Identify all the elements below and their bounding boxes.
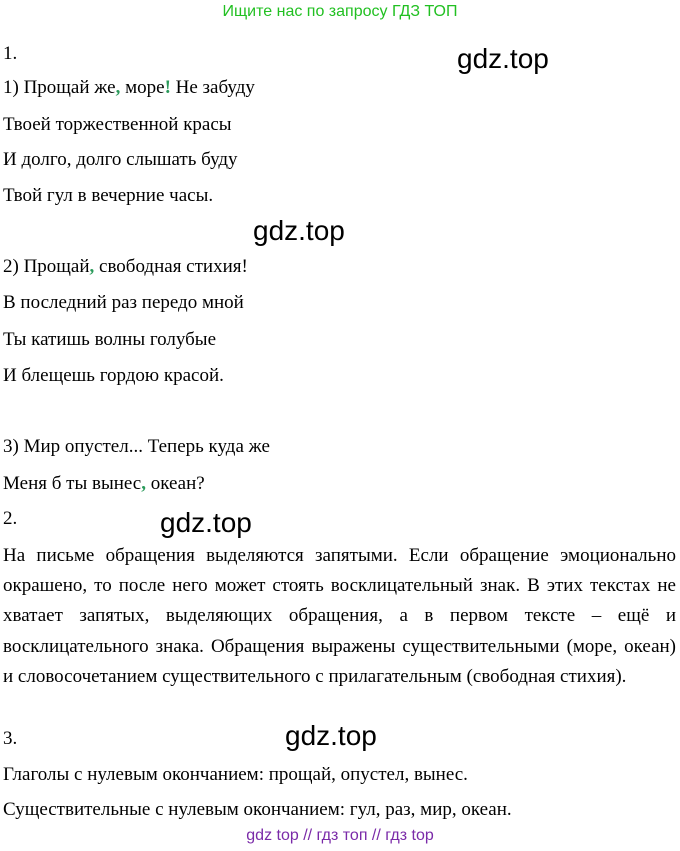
task-number: 1.: [3, 43, 18, 64]
poem-line: [3, 257, 248, 278]
poem-line: [3, 78, 255, 99]
poem-text: океан?: [145, 473, 205, 494]
watermark-logo: gdz.top: [457, 43, 549, 74]
watermark-logo: gdz.top: [160, 507, 252, 538]
poem-line: И блещешь гордою красой.: [3, 365, 224, 386]
task-number: 3.: [3, 728, 18, 749]
watermark-logo: gdz.top: [285, 720, 377, 751]
poem-text: свободная стихия!: [94, 256, 248, 277]
added-comma: ,: [89, 256, 95, 277]
poem-line: Твоей торжественной красы: [3, 114, 232, 135]
poem-line: [3, 474, 205, 495]
added-comma: ,: [141, 473, 146, 494]
answer-line: Глаголы с нулевым окончанием: прощай, опустел, вынес.: [3, 764, 468, 785]
poem-text: Не забуду: [170, 77, 255, 98]
watermark-logo: gdz.top: [253, 215, 345, 246]
poem-line: В последний раз передо мной: [3, 292, 244, 313]
task-number: 2.: [3, 508, 18, 529]
poem-text: 1) Прощай же: [3, 77, 116, 98]
poem-line: Ты катишь волны голубые: [3, 329, 216, 350]
search-hint-banner: Ищите нас по запросу ГДЗ ТОП: [222, 3, 458, 20]
added-comma: ,: [115, 77, 121, 98]
poem-line: 3) Мир опустел... Теперь куда же: [3, 436, 270, 457]
answer-line: Существительные с нулевым окончанием: гул, раз, мир, океан.: [3, 799, 512, 820]
footer-link-bar[interactable]: gdz top // гдз топ // гдз top: [246, 827, 434, 844]
poem-line: Твой гул в вечерние часы.: [3, 185, 214, 206]
added-exclamation: !: [164, 77, 171, 98]
poem-text: 2) Прощай: [3, 256, 90, 277]
explanation-paragraph: На письме обращения выделяются запятыми. Если обращение эмоционально окрашено, то после него может стоять восклицательный знак. В этих текстах не хватает запятых, выделяющих обращения, а в первом тексте – ещё и восклицательного знака. Обращения выражены существительными (море, океан) и словосочетанием существительного с прилагательным (свободная стихия).: [3, 545, 676, 687]
poem-text: море: [120, 77, 165, 98]
poem-text: Меня б ты вынес: [3, 473, 142, 494]
poem-line: И долго, долго слышать буду: [3, 149, 238, 170]
